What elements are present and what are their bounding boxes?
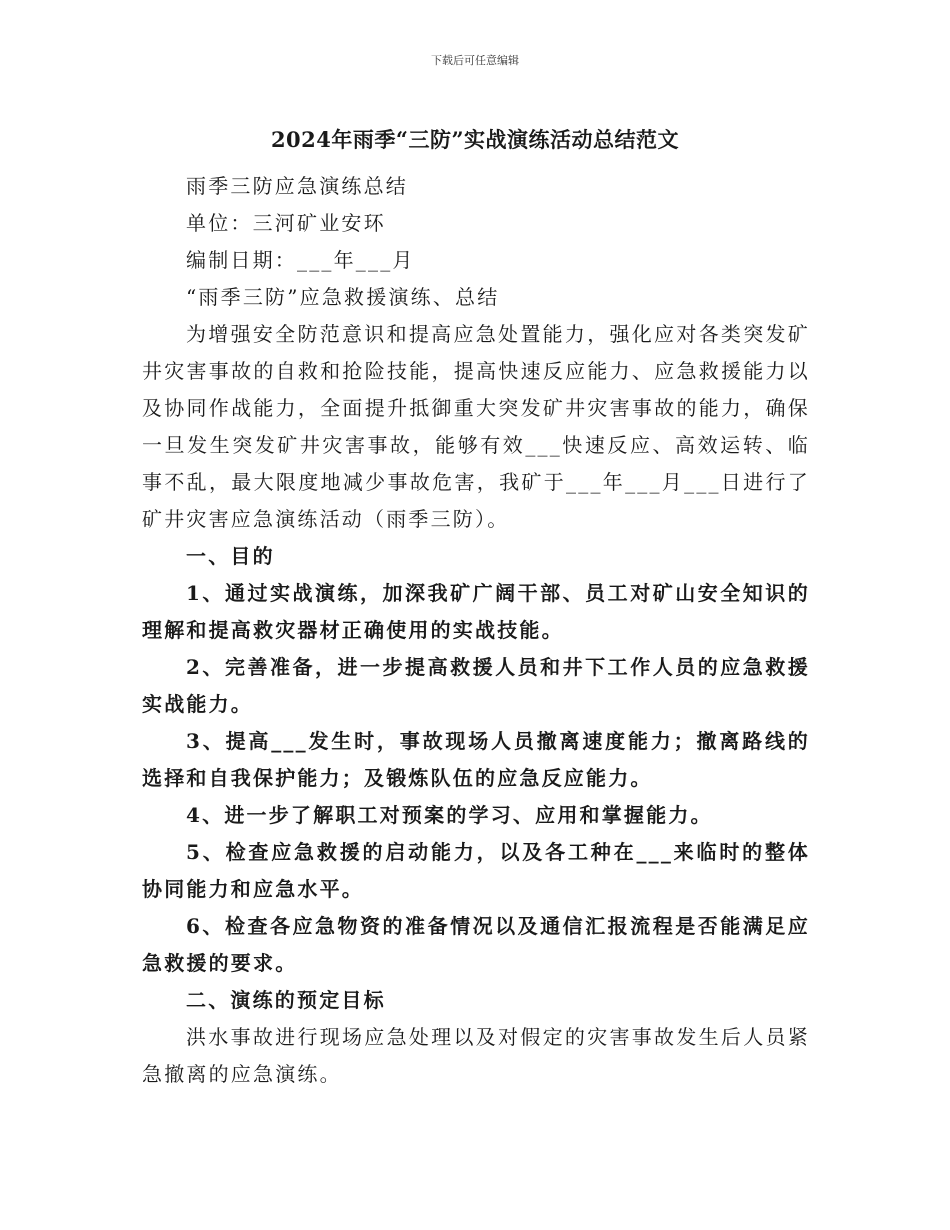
purpose-item: 5、检查应急救援的启动能力，以及各工种在___来临时的整体协同能力和应急水平。 (142, 840, 810, 901)
document-body (142, 168, 810, 1093)
header-note: 下载后可任意编辑 (431, 54, 519, 67)
intro-paragraph: 为增强安全防范意识和提高应急处置能力，强化应对各类突发矿井灾害事故的自救和抢险技能，提高快速反应能力、应急救援能力以及协同作战能力，全面提升抵御重大突发矿井灾害事故的能力，确保一旦发生突发矿井灾害事故，能够有效___快速反应、高效运转、临事不乱，最大限度地减少事故危害，我矿于___年___月___日进行了矿井灾害应急演练活动（雨季三防）。 (142, 322, 810, 531)
purpose-item: 1、通过实战演练，加深我矿广阔干部、员工对矿山安全知识的理解和提高救灾器材正确使用的实战技能。 (142, 581, 810, 642)
goals-paragraph: 洪水事故进行现场应急处理以及对假定的灾害事故发生后人员紧急撤离的应急演练。 (142, 1025, 810, 1086)
drill-heading: “雨季三防”应急救援演练、总结 (186, 285, 500, 309)
purpose-item: 3、提高___发生时，事故现场人员撤离速度能力；撤离路线的选择和自我保护能力；及锻炼队伍的应急反应能力。 (142, 729, 810, 790)
section-heading-goals: 二、演练的预定目标 (186, 988, 386, 1012)
subtitle-line: 雨季三防应急演练总结 (186, 174, 408, 198)
section-heading-purpose: 一、目的 (186, 544, 275, 568)
purpose-item: 2、完善准备，进一步提高救援人员和井下工作人员的应急救援实战能力。 (142, 655, 810, 716)
purpose-item: 4、进一步了解职工对预案的学习、应用和掌握能力。 (186, 803, 713, 827)
unit-line: 单位：三河矿业安环 (186, 211, 386, 235)
document-title: 2024年雨季“三防”实战演练活动总结范文 (270, 127, 680, 152)
purpose-item: 6、检查各应急物资的准备情况以及通信汇报流程是否能满足应急救援的要求。 (142, 914, 810, 975)
date-line: 编制日期：___年___月 (186, 248, 415, 272)
